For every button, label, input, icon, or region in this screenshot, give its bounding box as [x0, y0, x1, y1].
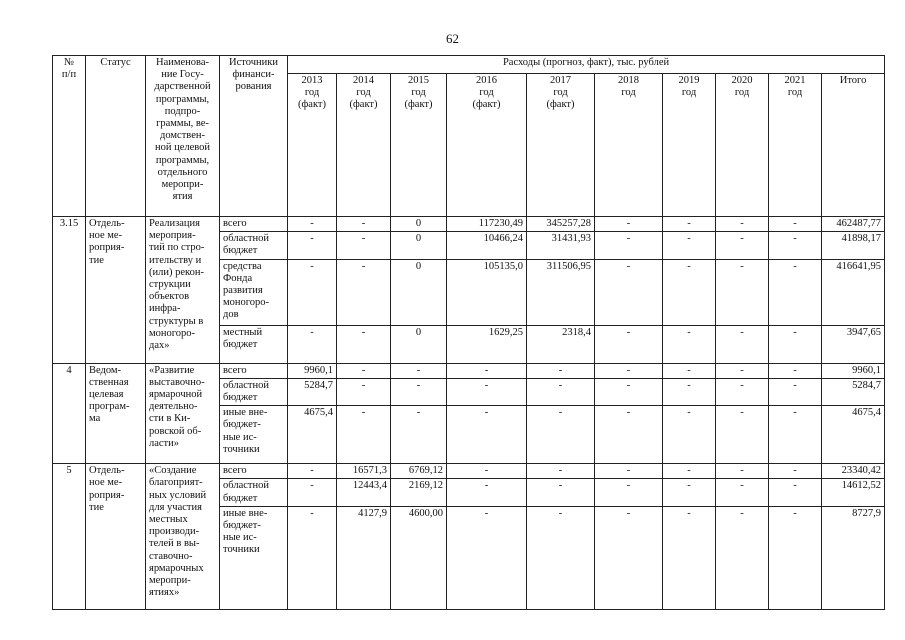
value-cell: - [447, 479, 527, 506]
value-cell: - [288, 464, 337, 479]
value-cell: 0 [391, 217, 447, 232]
value-cell: - [769, 378, 822, 405]
value-cell: - [527, 406, 595, 464]
value-cell: - [716, 378, 769, 405]
header-sources-text: Источники финанси- рования [229, 57, 278, 93]
page-number: 62 [446, 31, 459, 46]
header-name [146, 56, 220, 217]
funding-source: всего [220, 464, 288, 479]
group-status: Отдель- ное ме- роприя- тие [86, 464, 146, 610]
value-cell: - [391, 378, 447, 405]
value-cell: 105135,0 [447, 259, 527, 325]
value-cell: - [288, 232, 337, 259]
value-cell: 12443,4 [337, 479, 391, 506]
value-cell: - [527, 363, 595, 378]
value-cell: 16571,3 [337, 464, 391, 479]
funding-source: областной бюджет [220, 232, 288, 259]
value-cell: - [337, 217, 391, 232]
value-cell: - [769, 259, 822, 325]
value-cell: - [595, 325, 663, 363]
group-status: Отдель- ное ме- роприя- тие [86, 217, 146, 364]
value-cell: - [595, 363, 663, 378]
value-cell: 4675,4 [288, 406, 337, 464]
header-num [53, 56, 86, 217]
value-cell: 1629,25 [447, 325, 527, 363]
value-cell: - [391, 406, 447, 464]
value-cell: - [716, 232, 769, 259]
header-year-1: 2014 год (факт) [337, 74, 391, 217]
value-cell: 2318,4 [527, 325, 595, 363]
value-cell: 0 [391, 232, 447, 259]
value-cell: - [769, 232, 822, 259]
value-cell: - [447, 378, 527, 405]
value-cell: 9960,1 [822, 363, 885, 378]
header-expenses-text: Расходы (прогноз, факт), тыс. рублей [502, 57, 670, 68]
value-cell: 4600,00 [391, 506, 447, 609]
group-name: Реализация мероприя- тий по стро- ительству и (или) рекон- струкции объектов инфра- структуры в моногоро- дах» [146, 217, 220, 364]
value-cell: - [769, 406, 822, 464]
value-cell: 117230,49 [447, 217, 527, 232]
funding-source: местный бюджет [220, 325, 288, 363]
value-cell: - [716, 464, 769, 479]
header-year-2: 2015 год (факт) [391, 74, 447, 217]
funding-source: иные вне- бюджет- ные ис- точники [220, 506, 288, 609]
value-cell: 0 [391, 259, 447, 325]
value-cell: 0 [391, 325, 447, 363]
value-cell: - [288, 479, 337, 506]
value-cell: - [716, 217, 769, 232]
value-cell: - [595, 479, 663, 506]
value-cell: - [288, 325, 337, 363]
header-name-text: Наименова- ние Госу- дарственной программы, подпро- граммы, ве- домствен- ной целевой программы, отдельного меропри- ятия [154, 57, 211, 203]
header-year-7: 2020 год [716, 74, 769, 217]
funding-source: всего [220, 217, 288, 232]
value-cell: - [716, 259, 769, 325]
value-cell: - [769, 325, 822, 363]
header-sources [220, 56, 288, 217]
value-cell: - [595, 464, 663, 479]
header-year-5: 2018 год [595, 74, 663, 217]
value-cell: - [769, 506, 822, 609]
table-row [53, 363, 885, 378]
funding-source: областной бюджет [220, 378, 288, 405]
header-year-6: 2019 год [663, 74, 716, 217]
value-cell: 416641,95 [822, 259, 885, 325]
value-cell: - [663, 464, 716, 479]
value-cell: - [769, 363, 822, 378]
value-cell: - [595, 378, 663, 405]
value-cell: - [337, 232, 391, 259]
value-cell: - [769, 217, 822, 232]
value-cell: 2169,12 [391, 479, 447, 506]
value-cell: 4675,4 [822, 406, 885, 464]
value-cell: - [663, 325, 716, 363]
value-cell: - [391, 363, 447, 378]
header-status [86, 56, 146, 217]
header-year-9: Итого [822, 74, 885, 217]
value-cell: - [527, 479, 595, 506]
group-num: 5 [53, 464, 86, 610]
value-cell: - [447, 464, 527, 479]
value-cell: 14612,52 [822, 479, 885, 506]
table-row [53, 217, 885, 232]
value-cell: - [337, 325, 391, 363]
group-name: «Создание благоприят- ных условий для участия местных производи- телей в вы- ставочно- ярмарочных меропри- ятиях» [146, 464, 220, 610]
value-cell: 9960,1 [288, 363, 337, 378]
value-cell: - [769, 464, 822, 479]
value-cell: - [447, 363, 527, 378]
value-cell: - [337, 363, 391, 378]
header-expenses [288, 56, 885, 74]
value-cell: - [663, 406, 716, 464]
value-cell: - [595, 217, 663, 232]
value-cell: - [447, 406, 527, 464]
value-cell: - [716, 325, 769, 363]
value-cell: - [447, 506, 527, 609]
header-year-3: 2016 год (факт) [447, 74, 527, 217]
value-cell: - [595, 259, 663, 325]
group-status: Ведом- ственная целевая програм- ма [86, 363, 146, 464]
value-cell: 6769,12 [391, 464, 447, 479]
funding-source: иные вне- бюджет- ные ис- точники [220, 406, 288, 464]
value-cell: - [595, 406, 663, 464]
value-cell: - [337, 406, 391, 464]
value-cell: - [288, 259, 337, 325]
value-cell: 5284,7 [822, 378, 885, 405]
value-cell: 10466,24 [447, 232, 527, 259]
value-cell: - [716, 506, 769, 609]
funding-source: средства Фонда развития моногоро- дов [220, 259, 288, 325]
value-cell: - [769, 479, 822, 506]
header-year-0: 2013 год (факт) [288, 74, 337, 217]
value-cell: - [663, 217, 716, 232]
table-row [53, 464, 885, 479]
value-cell: 345257,28 [527, 217, 595, 232]
value-cell: 41898,17 [822, 232, 885, 259]
group-name: «Развитие выставочно- ярмарочной деятельно- сти в Ки- ровской об- ласти» [146, 363, 220, 464]
value-cell: - [716, 363, 769, 378]
value-cell: - [663, 363, 716, 378]
value-cell: 462487,77 [822, 217, 885, 232]
value-cell: - [288, 217, 337, 232]
value-cell: 31431,93 [527, 232, 595, 259]
value-cell: - [337, 378, 391, 405]
value-cell: 8727,9 [822, 506, 885, 609]
value-cell: - [663, 506, 716, 609]
value-cell: - [716, 479, 769, 506]
value-cell: - [663, 479, 716, 506]
value-cell: - [595, 232, 663, 259]
value-cell: 311506,95 [527, 259, 595, 325]
value-cell: - [663, 259, 716, 325]
header-num-text: № п/п [61, 57, 77, 81]
value-cell: - [527, 506, 595, 609]
value-cell: - [288, 506, 337, 609]
value-cell: 23340,42 [822, 464, 885, 479]
value-cell: - [663, 232, 716, 259]
value-cell: - [595, 506, 663, 609]
value-cell: - [716, 406, 769, 464]
funding-source: всего [220, 363, 288, 378]
header-status-text: Статус [100, 57, 131, 68]
header-year-4: 2017 год (факт) [527, 74, 595, 217]
value-cell: 4127,9 [337, 506, 391, 609]
value-cell: - [337, 259, 391, 325]
value-cell: 5284,7 [288, 378, 337, 405]
expenses-table [52, 55, 885, 610]
value-cell: 3947,65 [822, 325, 885, 363]
value-cell: - [663, 378, 716, 405]
group-num: 4 [53, 363, 86, 464]
value-cell: - [527, 464, 595, 479]
value-cell: - [527, 378, 595, 405]
group-num: 3.15 [53, 217, 86, 364]
funding-source: областной бюджет [220, 479, 288, 506]
header-year-8: 2021 год [769, 74, 822, 217]
